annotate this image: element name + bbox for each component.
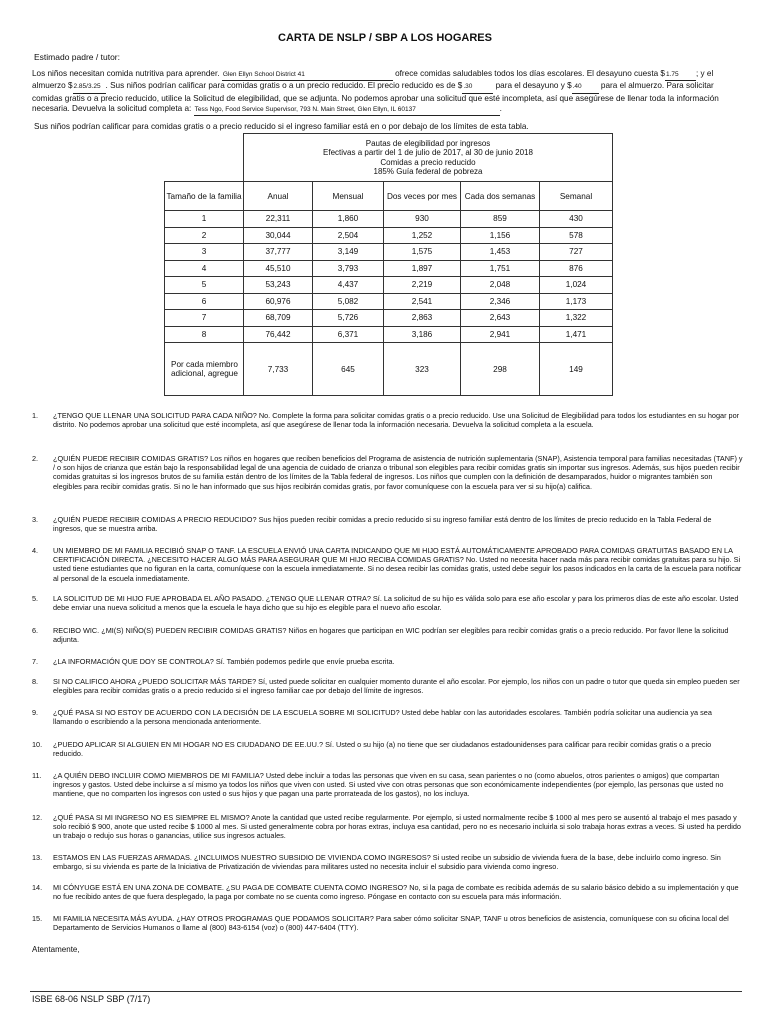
table-row — [165, 244, 613, 261]
faq-text: SI NO CALIFICO AHORA ¿PUEDO SOLICITAR MÁS TARDE? Sí, usted puede solicitar en cualquier momento durante el año escolar. Por ejemplo, los niños con un padre o tutor que queda sin empleo pueden ser elegibles para recibir comidas gratis o a precio reducido si el ingreso familiar cae por debajo del límite de ingresos. — [53, 677, 740, 696]
table-cell: 60,976 — [244, 293, 313, 310]
closing: Atentamente, — [32, 945, 80, 954]
table-cell: 5,082 — [313, 293, 384, 310]
table-cell: 3,186 — [384, 326, 461, 343]
intro-text-6: para el almuerzo. Para solicitar comidas gratis o a precio reducido, utilice la Solicitud de elegibilidad, que se adjunta. No podemos aprobar una solicitud que esté incompleta, así que asegúrese de llenar toda la información necesaria. Devuelva la solicitud completa a: — [32, 81, 719, 113]
intro-text-1: Los niños necesitan comida nutritiva para aprender. — [32, 69, 220, 78]
table-cell: 2 — [165, 227, 244, 244]
table-cell: 298 — [461, 343, 540, 396]
table-cell: 1,156 — [461, 227, 540, 244]
table-cell: 8 — [165, 326, 244, 343]
faq-text: MI CÓNYUGE ESTÁ EN UNA ZONA DE COMBATE. ¿SU PAGA DE COMBATE CUENTA COMO INGRESO? No, si la paga de combate es recibida además de su salario básico debido a su implementación y que no fue recibido antes de que fuera desplegado, la paga por combate no se cuenta como ingreso. Póngase en contacto con su escuela para más información. — [53, 883, 739, 902]
reduced-breakfast-field: .30 — [462, 82, 493, 93]
table-cell: 5,726 — [313, 310, 384, 327]
table-cell: 1,897 — [384, 260, 461, 277]
table-row — [165, 293, 613, 310]
table-cell: 37,777 — [244, 244, 313, 261]
footer-divider — [30, 991, 742, 992]
form-code: ISBE 68-06 NSLP SBP (7/17) — [32, 994, 151, 1004]
table-cell: 2,643 — [461, 310, 540, 327]
intro-text-5: para el desayuno y $ — [495, 81, 572, 91]
table-cell: 2,219 — [384, 277, 461, 294]
table-cell: 1 — [165, 211, 244, 228]
table-cell: 1,252 — [384, 227, 461, 244]
faq-number: 3. — [32, 515, 39, 524]
table-cell: 1,575 — [384, 244, 461, 261]
table-cell: 3 — [165, 244, 244, 261]
table-cell: 2,048 — [461, 277, 540, 294]
table-cell: 7,733 — [244, 343, 313, 396]
table-cell: 5 — [165, 277, 244, 294]
faq-text: ESTAMOS EN LAS FUERZAS ARMADAS. ¿INCLUIMOS NUESTRO SUBSIDIO DE VIVIENDA COMO INGRESOS? Si usted recibe un subsidio de vivienda fuera de la base, debe incluirlo como ingreso. Sin embargo, si su vivienda es parte de la Iniciativa de Privatización de viviendas para militares usted no necesita incluir el subsidio para vivienda como ingreso. — [53, 853, 721, 872]
return-address-field: Tess Ngo, Food Service Supervisor, 793 N. Main Street, Glen Ellyn, IL 60137 — [194, 105, 500, 116]
faq-text: UN MIEMBRO DE MI FAMILIA RECIBIÓ SNAP O TANF. LA ESCUELA ENVIÓ UNA CARTA INDICANDO QUE MI HIJO ESTÁ AUTOMÁTICAMENTE APROBADO PARA COMIDAS GRATUITAS BASADO EN LA CERTIFICACIÓN DIRECTA. ¿NECESITO HACER ALGO MÁS PARA ASEGURAR QUE MI HIJO RECIBA COMIDAS GRATIS? No. Usted no necesita hacer nada más para recibir comidas gratuitas para su hijo. Si usted tiene estudiantes que no figuran en la carta, comuníquese con la escuela inmediatamente. Si no desea recibir las comidas gratis, usted debe seguir los pasos indicados en la carta de la escuela para notificar al personal de la escuela inmediatamente. — [53, 546, 742, 583]
table-header — [244, 134, 613, 182]
table-cell: 1,751 — [461, 260, 540, 277]
faq-number: 1. — [32, 411, 39, 420]
faq-text: ¿A QUIÉN DEBO INCLUIR COMO MIEMBROS DE MI FAMILIA? Usted debe incluir a todas las personas que viven en su casa, sean parientes o no (como abuelos, otros parientes o amigos) que compartan ingresos y gastos. Usted debe incluirse a sí mismo ya todos los niños que viven con usted. Si usted vive con otras personas que son económicamente independientes (por ejemplo, las personas que usted no mantiene, que no comparten los ingresos con usted o sus hijos y que pagan una parte prorrateada de los gastos), no los incluya. — [53, 771, 724, 799]
table-cell: 1,471 — [540, 326, 613, 343]
table-header-line: 185% Guía federal de pobreza — [373, 167, 483, 176]
table-cell: 1,860 — [313, 211, 384, 228]
table-cell: 430 — [540, 211, 613, 228]
faq-number: 13. — [32, 853, 43, 862]
faq-number: 9. — [32, 708, 39, 717]
faq-number: 6. — [32, 626, 39, 635]
table-header-line: Comidas a precio reducido — [380, 157, 476, 167]
table-row — [165, 227, 613, 244]
district-field: Glen Ellyn School District 41 — [222, 70, 393, 81]
table-cell: 6 — [165, 293, 244, 310]
greeting: Estimado padre / tutor: — [34, 52, 120, 62]
table-row-additional — [165, 343, 613, 396]
table-cell: 76,442 — [244, 326, 313, 343]
table-cell: 3,793 — [313, 260, 384, 277]
faq-text: ¿QUÉ PASA SI MI INGRESO NO ES SIEMPRE EL MISMO? Anote la cantidad que usted recibe regularmente. Por ejemplo, si usted normalmente recibe $ 1000 al mes pero se ausentó al trabajo el mes pasado y solo recibió $ 900, anote que usted recibe $ 1000 al mes. Si usted generalmente cobra por horas extras, incluya esa cantidad, pero no es necesario incluirla si solo trabaja horas extras a veces. Si usted ha perdido un trabajo o redujo sus horas o ganancias, utilice sus ingresos actuales. — [53, 813, 741, 841]
table-cell: 2,504 — [313, 227, 384, 244]
table-cell: 1,173 — [540, 293, 613, 310]
faq-text: ¿QUÉ PASA SI NO ESTOY DE ACUERDO CON LA DECISIÓN DE LA ESCUELA SOBRE MI SOLICITUD? Usted debe hablar con las autoridades escolares. También podría solicitar una audiencia ya sea llamando o escribiendo a la persona mencionada anteriormente. — [53, 708, 712, 727]
faq-text: RECIBO WIC. ¿MI(S) NIÑO(S) PUEDEN RECIBIR COMIDAS GRATIS? Niños en hogares que participan en WIC podrían ser elegibles para recibir comidas gratis o a precio reducido. Por favor llene la solicitud adjunta. — [53, 626, 729, 645]
table-cell: 22,311 — [244, 211, 313, 228]
intro-text-4: . Sus niños podrían calificar para comidas gratis o a un precio reducido. El precio reducido es de $ — [105, 81, 463, 91]
table-cell: 1,024 — [540, 277, 613, 294]
table-cell: 3,149 — [313, 244, 384, 261]
faq-number: 2. — [32, 454, 39, 463]
reduced-lunch-field: .40 — [572, 82, 599, 93]
table-cell: 876 — [540, 260, 613, 277]
table-cell: 930 — [384, 211, 461, 228]
table-cell: 6,371 — [313, 326, 384, 343]
table-cell: Por cada miembro adicional, agregue — [165, 343, 244, 396]
faq-number: 11. — [32, 771, 42, 780]
faq-text: MI FAMILIA NECESITA MÁS AYUDA. ¿HAY OTROS PROGRAMAS QUE PODAMOS SOLICITAR? Para saber cómo solicitar SNAP, TANF u otros beneficios de asistencia, comuníquese con su oficina local del Departamento de Servicios Humanos o llame al (800) 843-6154 (voz) o (800) 447-6404 (TTY). — [53, 914, 729, 933]
table-header-line: Pautas de elegibilidad por ingresos — [365, 138, 491, 148]
column-header: Semanal — [540, 182, 613, 211]
table-cell: 2,346 — [461, 293, 540, 310]
table-cell: 7 — [165, 310, 244, 327]
faq-number: 10. — [32, 740, 43, 749]
table-row — [165, 211, 613, 228]
table-cell: 2,541 — [384, 293, 461, 310]
table-cell: 4 — [165, 260, 244, 277]
table-cell: 859 — [461, 211, 540, 228]
table-cell: 1,322 — [540, 310, 613, 327]
table-header-line: Efectivas a partir del 1 de julio de 2017, al 30 de junio 2018 — [323, 148, 533, 157]
column-header: Cada dos semanas — [461, 182, 540, 211]
faq-text: LA SOLICITUD DE MI HIJO FUE APROBADA EL AÑO PASADO. ¿TENGO QUE LLENAR OTRA? Sí. La solicitud de su hijo es válida solo para ese año escolar y para los primeros días de este año escolar. Usted debe enviar una nueva solicitud a menos que la escuela le haya dicho que su hijo es elegible para el nuevo año escolar. — [53, 594, 739, 613]
faq-number: 12. — [32, 813, 43, 822]
table-row — [165, 326, 613, 343]
qualify-text: Sus niños podrían calificar para comidas gratis o a precio reducido si el ingreso familiar está en o por debajo de los límites de esta tabla. — [34, 122, 529, 131]
table-cell: 149 — [540, 343, 613, 396]
table-cell: 2,941 — [461, 326, 540, 343]
column-header: Dos veces por mes — [384, 182, 461, 211]
table-cell: 30,044 — [244, 227, 313, 244]
faq-text: ¿LA INFORMACIÓN QUE DOY SE CONTROLA? Sí. También podemos pedirle que envíe prueba escrita. — [53, 657, 395, 666]
column-header: Tamaño de la familia — [165, 182, 244, 211]
faq-text: ¿QUIÉN PUEDE RECIBIR COMIDAS GRATIS? Los niños en hogares que reciben beneficios del Programa de asistencia de nutrición suplementaria (SNAP), Asistencia temporal para familias necesitadas (TANF) y / o son hijos de crianza que están bajo la responsabilidad legal de una agencia de cuidado de crianza o tribunal son elegibles para recibir comidas gratis sin importar sus ingresos. Además, sus hijos pueden recibir comidas gratuitas si los ingresos brutos de su familia están dentro de los límites de la Tabla federal de ingresos. Los niños que cumplen con la definición de desamparados, huidor o migrantes también son elegibles para recibir comidas gratis. Si no le han informado que sus hijos recibirán comidas gratis, por favor comuníquese con la escuela para ver si su hijo(a) califica. — [53, 454, 743, 491]
table-cell: 1,453 — [461, 244, 540, 261]
faq-number: 8. — [32, 677, 39, 686]
table-cell: 4,437 — [313, 277, 384, 294]
table-cell: 68,709 — [244, 310, 313, 327]
faq-text: ¿TENGO QUE LLENAR UNA SOLICITUD PARA CADA NIÑO? No. Complete la forma para solicitar comidas gratis o a precio reducido. Use una Solicitud de Elegibilidad para todos los estudiantes en su hogar por distrito. No podemos aprobar una solicitud que esté incompleta, así que asegúrese de llenar toda la información necesaria. Devuelva la solicitud completa a la escuela. — [53, 411, 740, 430]
table-cell: 323 — [384, 343, 461, 396]
table-cell: 45,510 — [244, 260, 313, 277]
faq-number: 7. — [32, 657, 39, 666]
intro-text-2: ofrece comidas saludables todos los días escolares. El desayuno cuesta $ — [395, 69, 665, 78]
table-body — [165, 211, 613, 343]
column-header: Anual — [244, 182, 313, 211]
column-header: Mensual — [313, 182, 384, 211]
faq-number: 5. — [32, 594, 39, 603]
table-row — [165, 277, 613, 294]
table-row — [165, 260, 613, 277]
table-column-headers — [165, 182, 613, 211]
table-cell: 645 — [313, 343, 384, 396]
faq-text: ¿PUEDO APLICAR SI ALGUIEN EN MI HOGAR NO ES CIUDADANO DE EE.UU.? Sí. Usted o su hijo (a) no tiene que ser ciudadanos estadounidenses para calificar para recibir comidas gratis o a precio reducido. — [53, 740, 712, 759]
table-cell: 2,863 — [384, 310, 461, 327]
table-row — [165, 310, 613, 327]
lunch-price-field: 2.85/3.25 — [73, 82, 106, 93]
table-cell: 578 — [540, 227, 613, 244]
faq-number: 14. — [32, 883, 43, 892]
faq-number: 15. — [32, 914, 43, 923]
intro-text-3: y el almuerzo $ — [32, 69, 714, 91]
intro-paragraph: Los niños necesitan comida nutritiva para aprender. Glen Ellyn School District 41 ofrece comidas saludables todos los días escolares. El desayuno cuesta $1.75 ; y el almuerzo $2.85/3.25 . Sus niños podrían calificar para comidas gratis o a un precio reducido. El precio reducido es de $.30 para el desayuno y $.40 para el almuerzo. Para solicitar comidas gratis o a precio reducido, utilice la Solicitud de elegibilidad, que se adjunta. No podemos aprobar una solicitud que esté incompleta, así que asegúrese de llenar toda la información necesaria. Devuelva la solicitud completa a: Tess Ngo, Food Service Supervisor, 793 N. Main Street, Glen Ellyn, IL 60137 . — [32, 69, 744, 116]
page-title: CARTA DE NSLP / SBP A LOS HOGARES — [278, 32, 492, 44]
table-cell: 53,243 — [244, 277, 313, 294]
faq-number: 4. — [32, 546, 39, 555]
eligibility-table — [164, 133, 613, 396]
breakfast-price-field: 1.75 — [665, 70, 696, 81]
table-cell: 727 — [540, 244, 613, 261]
faq-text: ¿QUIÉN PUEDE RECIBIR COMIDAS A PRECIO REDUCIDO? Sus hijos pueden recibir comidas a precio reducido si su ingreso familiar está dentro de los límites de precio reducido en la Tabla Federal de ingresos, que se muestra arriba. — [53, 515, 712, 534]
